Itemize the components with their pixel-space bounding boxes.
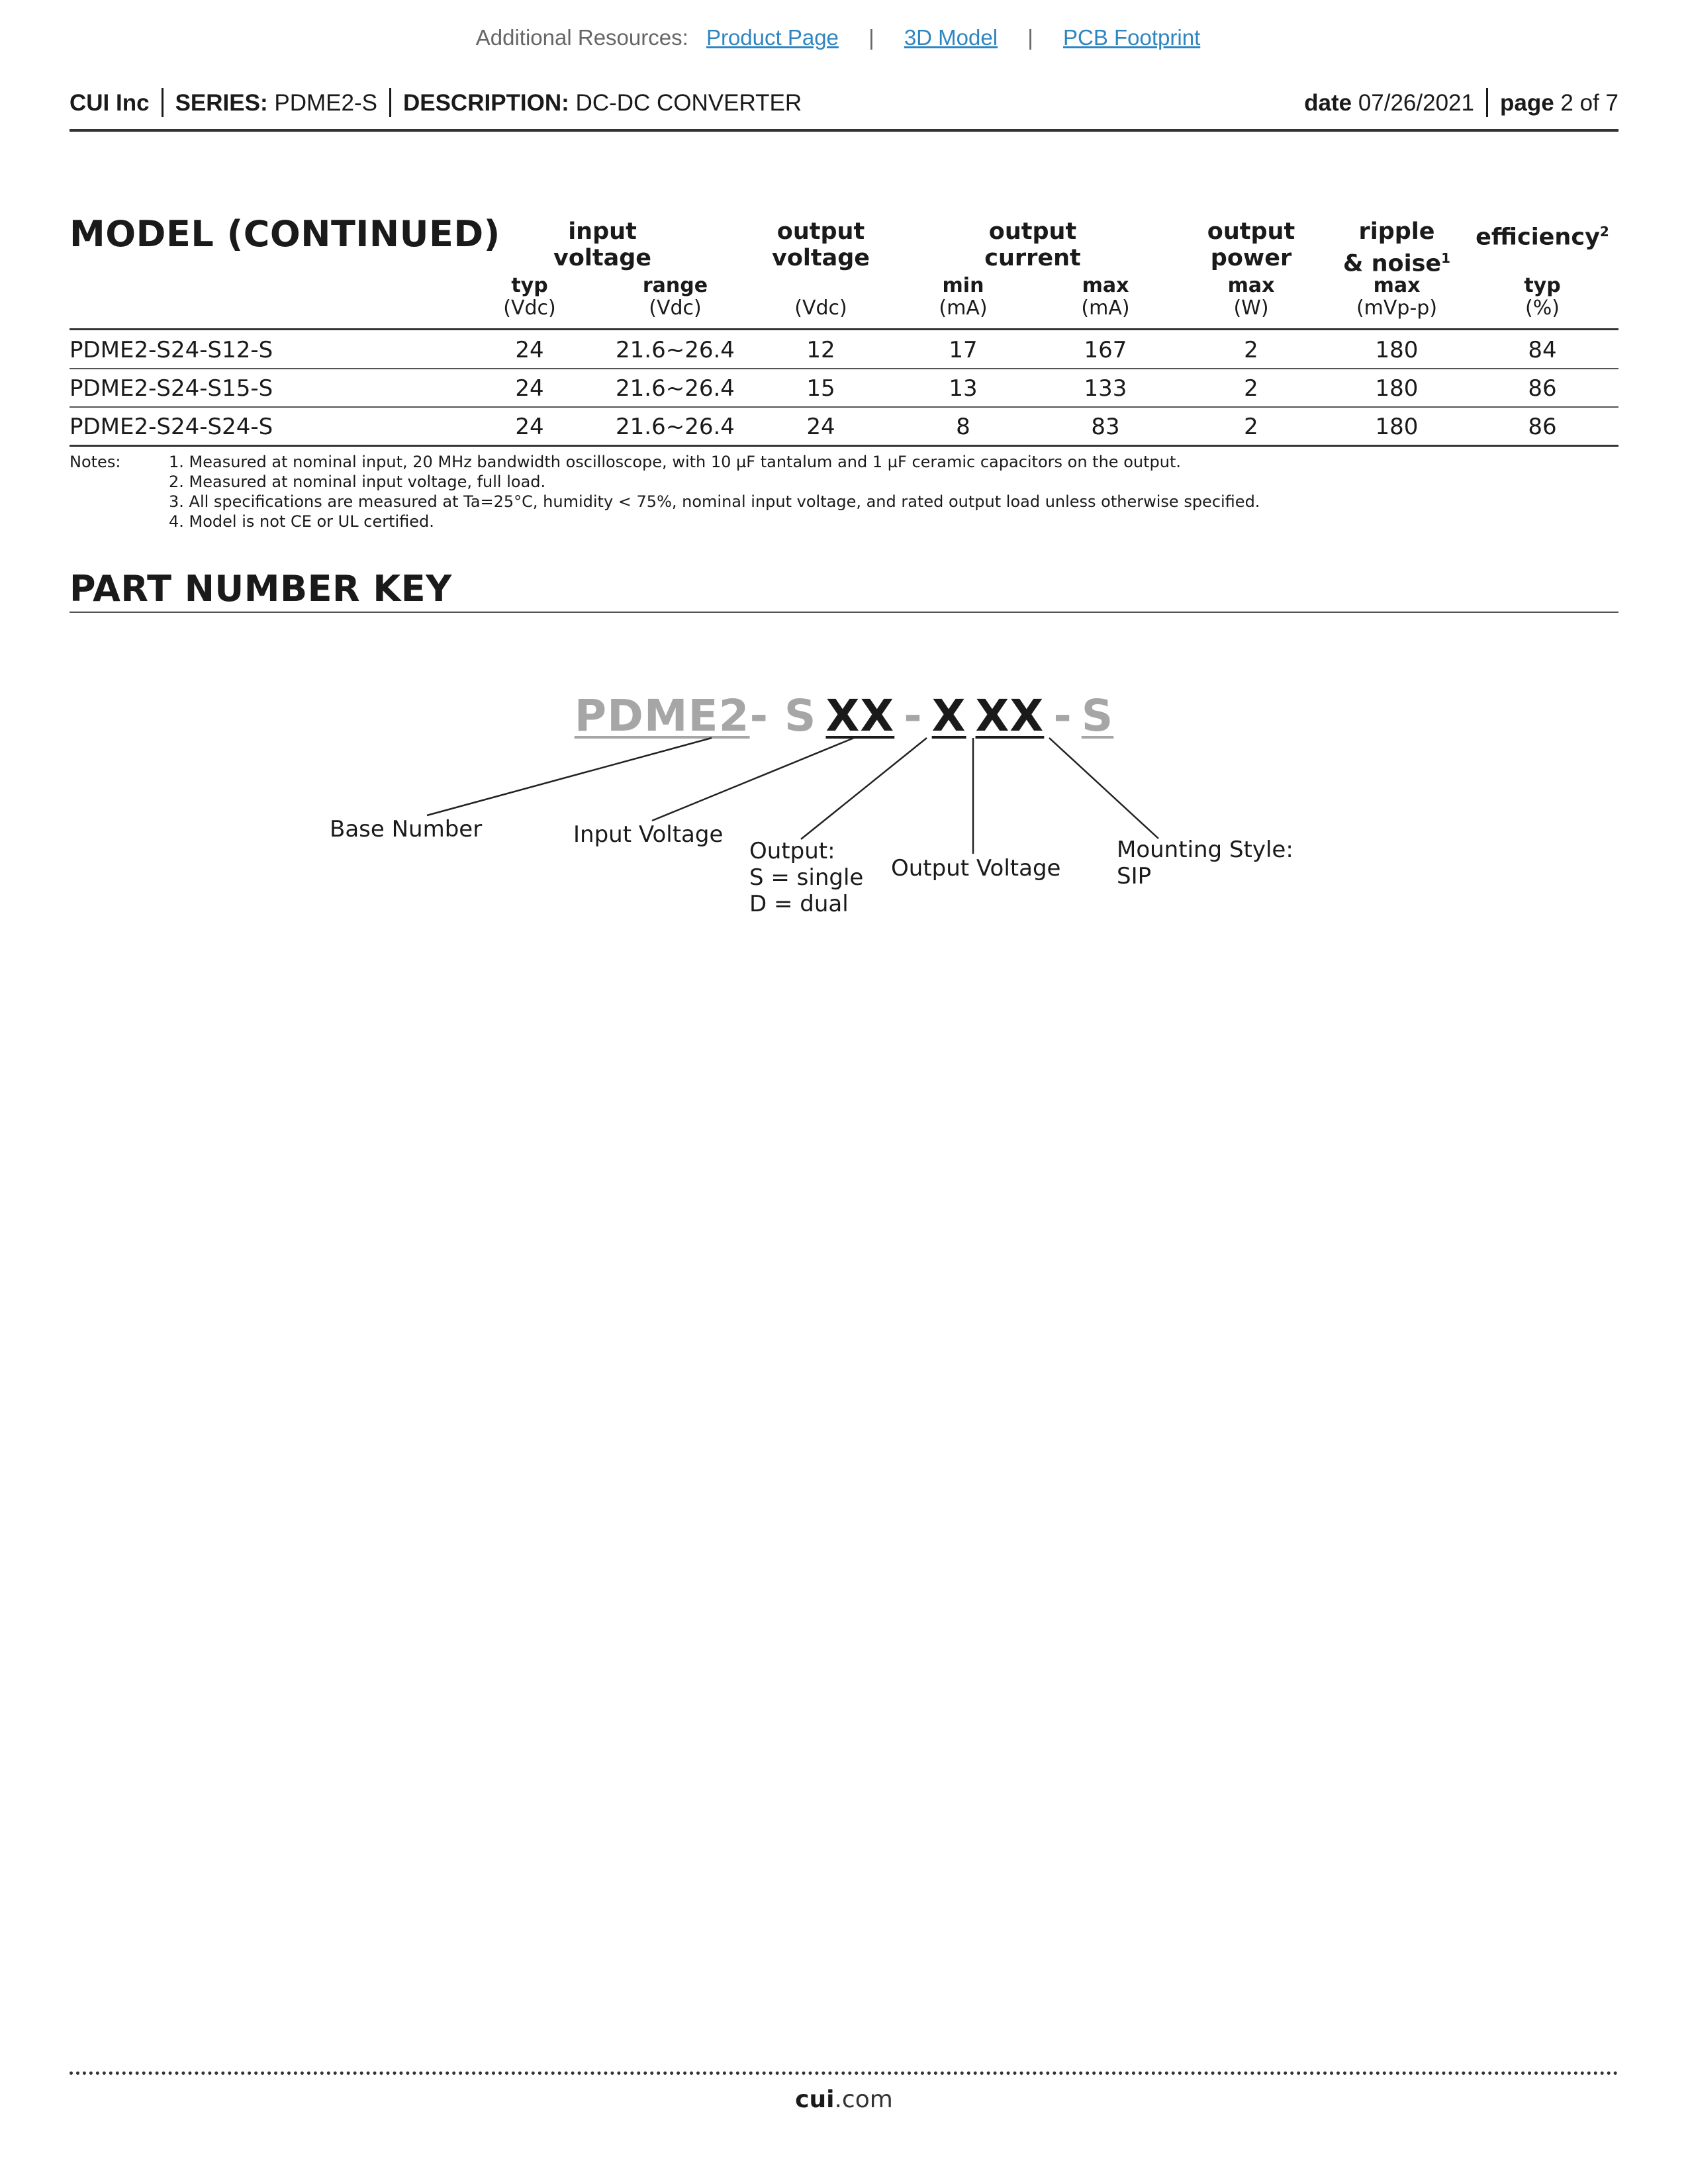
iout-max-cell: 167 xyxy=(1084,337,1127,363)
pn-output-voltage: XX xyxy=(975,690,1045,741)
footnote-ref: 2 xyxy=(1599,224,1609,240)
model-number: PDME2-S24-S12-S xyxy=(70,337,273,363)
model-number: PDME2-S24-S24-S xyxy=(70,414,273,440)
label-line: Mounting Style: xyxy=(1117,837,1293,863)
header-line: output xyxy=(988,218,1077,245)
header-text: & noise xyxy=(1342,250,1442,277)
page-label: page xyxy=(1499,90,1554,116)
header-line: voltage xyxy=(553,245,651,271)
part-number-key-title: PART NUMBER KEY xyxy=(70,568,452,610)
iout-max-cell: 133 xyxy=(1084,375,1127,402)
vin-typ-cell: 24 xyxy=(515,375,544,402)
resources-separator: | xyxy=(868,25,874,50)
description-value: DC-DC CONVERTER xyxy=(575,90,802,116)
subhead-label: min xyxy=(942,274,984,297)
product-page-link[interactable]: Product Page xyxy=(706,25,839,50)
subhead-unit: (%) xyxy=(1525,296,1560,320)
header-line: ripple xyxy=(1358,218,1435,245)
subhead-label: range xyxy=(642,274,708,297)
note-item: 1. Measured at nominal input, 20 MHz bandwidth oscilloscope, with 10 µF tantalum and 1 µF ceramic capacitors on the output. xyxy=(169,453,1181,471)
vin-typ-cell: 24 xyxy=(515,337,544,363)
pn-dash: - xyxy=(904,690,923,741)
vout-cell: 12 xyxy=(806,337,835,363)
vout-cell: 24 xyxy=(806,414,835,440)
pn-base: PDME2 xyxy=(574,690,750,741)
subhead-unit: (mA) xyxy=(939,296,988,320)
subhead-unit: (Vdc) xyxy=(794,296,847,320)
subhead-unit: (mA) xyxy=(1081,296,1130,320)
label-line: SIP xyxy=(1117,863,1152,889)
note-item: 3. All specifications are measured at Ta=25°C, humidity < 75%, nominal input voltage, and rated output load unless otherwise specified. xyxy=(169,492,1260,511)
label-line: Output: xyxy=(749,838,835,864)
label-line: S = single xyxy=(749,864,864,891)
footer-website[interactable] xyxy=(0,2086,1688,2113)
vin-typ-cell: 24 xyxy=(515,414,544,440)
note-item: 4. Model is not CE or UL certified. xyxy=(169,512,434,531)
pout-max-cell: 2 xyxy=(1244,337,1258,363)
pn-dash: - xyxy=(1053,690,1072,741)
input-voltage-label: Input Voltage xyxy=(573,821,724,848)
footer-site-bold: cui xyxy=(795,2086,835,2113)
series-label: SERIES: xyxy=(175,90,268,116)
vin-range-cell: 21.6~26.4 xyxy=(616,337,735,363)
leader-line xyxy=(652,738,854,821)
leader-line xyxy=(801,738,927,839)
subhead-label: typ xyxy=(1524,274,1561,297)
header-text: efficiency xyxy=(1476,224,1600,251)
mounting-style-label xyxy=(1117,837,1293,889)
pn-output-type: X xyxy=(931,690,966,741)
leader-line xyxy=(1049,738,1158,839)
date-value: 07/26/2021 xyxy=(1358,90,1474,116)
vin-range-cell: 21.6~26.4 xyxy=(616,375,735,402)
model-number: PDME2-S24-S15-S xyxy=(70,375,273,402)
footnote-ref: 1 xyxy=(1441,250,1451,266)
resources-separator: | xyxy=(1027,25,1033,50)
date-label: date xyxy=(1304,90,1352,116)
resources-label: Additional Resources: xyxy=(475,25,688,50)
pcb-footprint-link[interactable]: PCB Footprint xyxy=(1062,25,1201,50)
header-line: input xyxy=(568,218,637,245)
subhead-unit: (W) xyxy=(1233,296,1269,320)
subhead-unit: (mVp-p) xyxy=(1356,296,1438,320)
header-line: power xyxy=(1210,245,1292,271)
ripple-max-cell: 180 xyxy=(1375,375,1419,402)
description-label: DESCRIPTION: xyxy=(402,90,569,116)
subhead-unit: (Vdc) xyxy=(649,296,702,320)
iout-max-cell: 83 xyxy=(1091,414,1120,440)
output-type-label xyxy=(749,838,863,917)
series-value: PDME2-S xyxy=(274,90,377,116)
subhead-unit: (Vdc) xyxy=(503,296,556,320)
iout-min-cell: 13 xyxy=(949,375,978,402)
iout-min-cell: 8 xyxy=(956,414,970,440)
subhead-label: max xyxy=(1082,274,1129,297)
subhead-label: max xyxy=(1373,274,1421,297)
company-name: CUI Inc xyxy=(70,90,150,116)
iout-min-cell: 17 xyxy=(949,337,978,363)
pout-max-cell: 2 xyxy=(1244,414,1258,440)
eff-typ-cell: 84 xyxy=(1528,337,1557,363)
output-voltage-label: Output Voltage xyxy=(891,855,1061,882)
header-line: current xyxy=(984,245,1081,271)
pn-mounting: S xyxy=(1081,690,1114,741)
note-item: 2. Measured at nominal input voltage, full load. xyxy=(169,473,546,491)
3d-model-link[interactable]: 3D Model xyxy=(904,25,998,50)
model-table-title: MODEL (CONTINUED) xyxy=(70,213,500,255)
eff-typ-cell: 86 xyxy=(1528,375,1557,402)
header-line: output xyxy=(1207,218,1295,245)
footer-rule xyxy=(70,2071,1618,2075)
pout-max-cell: 2 xyxy=(1244,375,1258,402)
vin-range-cell: 21.6~26.4 xyxy=(616,414,735,440)
footer-site-rest: .com xyxy=(834,2086,893,2113)
header-line: voltage xyxy=(772,245,870,271)
subhead-label: max xyxy=(1227,274,1275,297)
eff-typ-cell: 86 xyxy=(1528,414,1557,440)
ripple-max-cell: 180 xyxy=(1375,337,1419,363)
header-line: output xyxy=(776,218,865,245)
notes-label: Notes: xyxy=(70,453,121,471)
base-number-label: Base Number xyxy=(330,816,483,842)
leader-line xyxy=(427,738,712,815)
ripple-max-cell: 180 xyxy=(1375,414,1419,440)
page-value: 2 of 7 xyxy=(1560,90,1618,116)
subhead-label: typ xyxy=(511,274,548,297)
pn-input-voltage: XX xyxy=(825,690,895,741)
label-line: D = dual xyxy=(749,891,849,917)
pn-dash-series: - S xyxy=(749,690,817,741)
vout-cell: 15 xyxy=(806,375,835,402)
